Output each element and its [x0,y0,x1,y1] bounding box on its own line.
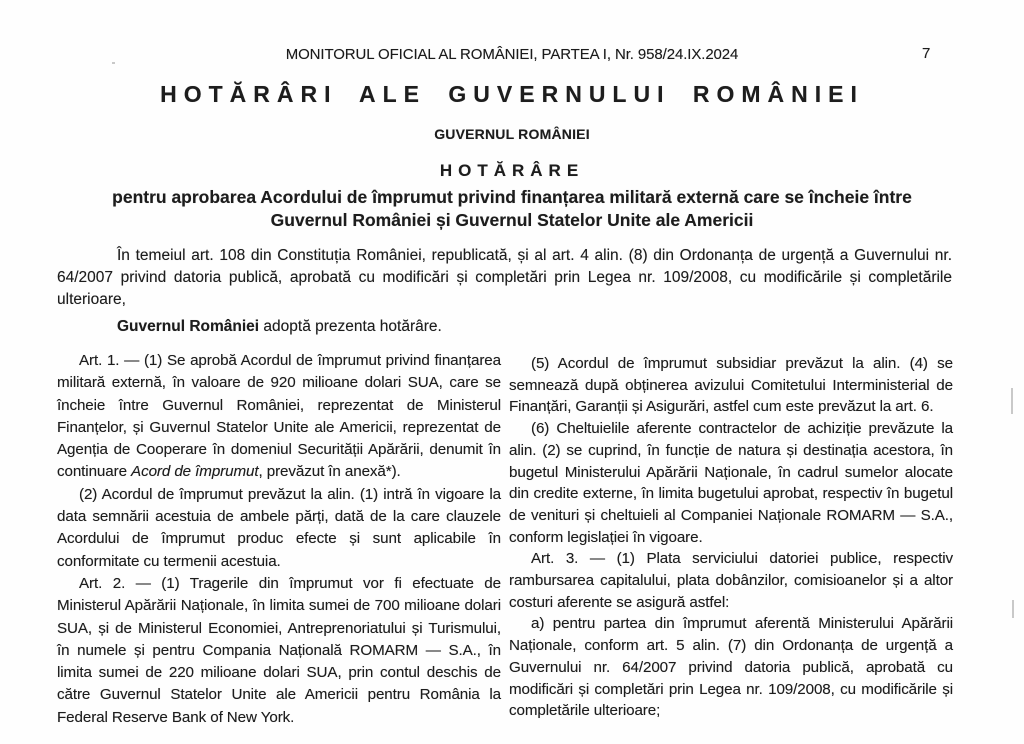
journal-title-line: MONITORUL OFICIAL AL ROMÂNIEI, PARTEA I, Nr. 958/24.IX.2024 [285,46,739,63]
enactment-issuer: Guvernul României [117,318,260,335]
paragraph: (5) Acordul de împrumut subsidiar prevăzut la alin. (4) se semnează după obținerea avizului Comitetului Interministerial de Finanțări, Garanții și Asigurări, astfel cum este prevăzut la art. 6. [509,355,953,416]
enactment-text: adoptă prezenta hotărâre. [259,318,442,335]
left-text-column [57,350,501,744]
running-header [0,46,1024,63]
act-title: HOTĂRÂRE [439,161,585,180]
paragraph: (6) Cheltuielile aferente contractelor de achiziție prevăzute la alin. (2) se cuprind, în funcție de natura și destinația acestora, în bugetul Ministerului Apărării Naționale, în cadrul sumelor alocate din credite externe, în limita bugetului aprobat, respectiv în bugetul de venituri și cheltuieli al Companiei Naționale ROMARM — S.A., conform legislației în vigoare. [509,420,953,546]
preamble-paragraph: În temeiul art. 108 din Constituția României, republicată, și al art. 4 alin. (8) din Ordonanța de urgență a Guvernului nr. 64/2007 privind datoria publică, aprobată cu modificări și completări prin Legea nr. 109/2008, cu modificările și completările ulterioare, [57,247,952,308]
paragraph: (2) Acordul de împrumut prevăzut la alin. (1) intră în vigoare la data semnării acestuia de ambele părți, dată de la care clauzele Acordului de împrumut produc efecte și sunt aplicabile în conformitate cu termenii acestuia. [57,485,501,570]
paragraph: Art. 1. — (1) Se aprobă Acordul de împrumut privind finanțarea militară externă, în valoare de 920 milioane dolari SUA, care se încheie între Guvernul României, reprezentat de Ministerul Finanțelor, și Guvernul Statelor Unite ale Americii, reprezentat de Agenția de Cooperare în domeniul Securității Apărării, denumit în continuare Acord de împrumut, prevăzut în anexă*). [57,352,501,481]
italic-term: Acord de împrumut [131,463,259,481]
right-text-column [509,353,953,744]
scan-artifact [1011,388,1013,414]
paragraph: Art. 3. — (1) Plata serviciului datoriei publice, respectiv rambursarea capitalului, plata dobânzilor, comisioanelor și a altor costuri aferente se asigură astfel: [509,550,953,611]
scan-artifact [1012,600,1014,618]
act-subtitle-line1: pentru aprobarea Acordului de împrumut privind finanțarea militară externă care se încheie între [112,187,912,207]
act-subtitle [62,186,962,232]
enactment-line [57,318,952,336]
scan-artifact [112,62,115,64]
paragraph: Art. 2. — (1) Tragerile din împrumut vor fi efectuate de Ministerul Apărării Naționale, în limita sumei de 700 milioane dolari SUA, și de Ministerul Economiei, Antreprenoriatului și Turismului, în numele și pentru Compania Națională ROMARM — S.A., în limita sumei de 220 milioane dolari SUA, prin contul deschis de către Guvernul Statelor Unite ale Americii pentru România la Federal Reserve Bank of New York. [57,574,501,726]
issuer-title: GUVERNUL ROMÂNIEI [434,126,590,142]
paragraph: a) pentru partea din împrumut aferentă Ministerului Apărării Naționale, conform art. 5 alin. (7) din Ordonanța de urgență a Guvernului nr. 64/2007 privind datoria publică, aprobată cu modificări și completări prin Legea nr. 109/2008, cu modificările și completările ulterioare; [509,615,953,720]
page-number: 7 [922,45,931,62]
section-title: HOTĂRÂRI ALE GUVERNULUI ROMÂNIEI [160,81,864,107]
act-subtitle-line2: Guvernul României și Guvernul Statelor Unite ale Americii [270,210,754,230]
